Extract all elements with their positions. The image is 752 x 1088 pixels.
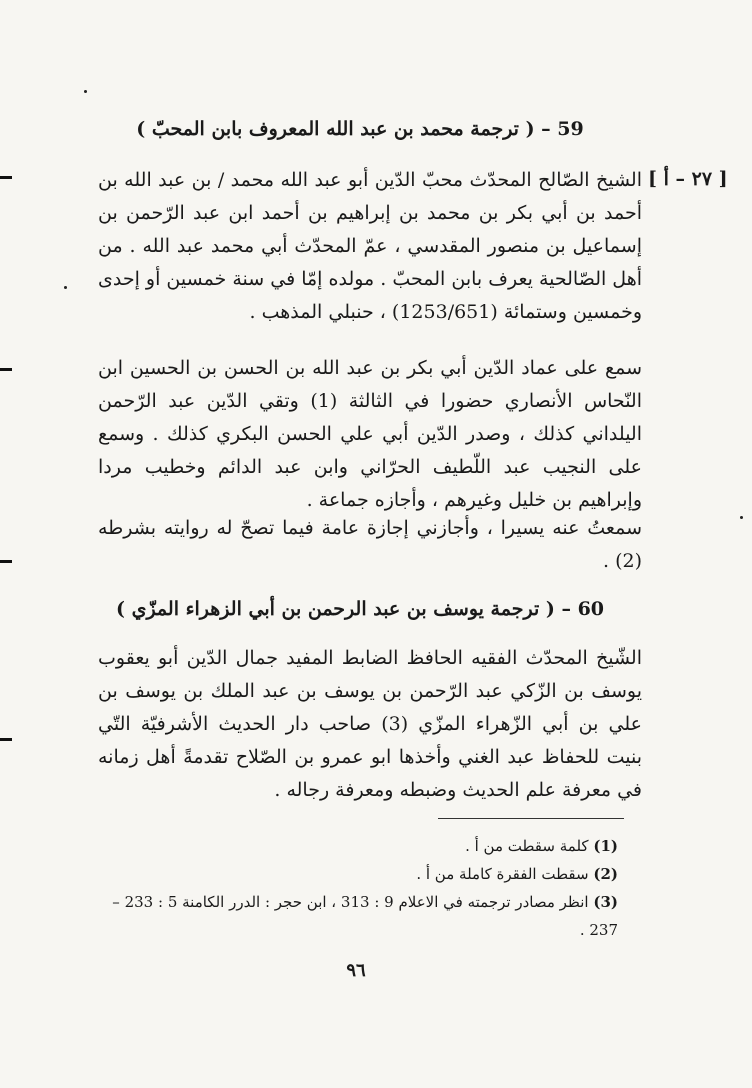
scan-dot	[64, 286, 67, 289]
footnote-number: (1)	[593, 837, 618, 855]
scan-dot	[84, 90, 87, 93]
margin-mark	[0, 738, 12, 741]
footnote-divider	[438, 818, 624, 819]
footnote-text: انظر مصادر ترجمته في الاعلام 9 : 313 ، ابن حجر : الدرر الكامنة 5 : 233 – 237 .	[112, 893, 618, 939]
footnote-item	[98, 860, 618, 888]
footnote-text: كلمة سقطت من أ .	[465, 837, 589, 855]
entry-60-heading: 60 – ( ترجمة يوسف بن عبد الرحمن بن أبي الزهراء المزّي )	[115, 598, 605, 620]
margin-mark	[0, 560, 12, 563]
entry-59-paragraph-3: سمعتُ عنه يسيرا ، وأجازني إجازة عامة فيما تصحّ له روايته بشرطه (2) .	[98, 517, 642, 572]
scan-dot	[740, 516, 743, 519]
page-number: ٩٦	[346, 960, 366, 981]
footnote-item	[98, 888, 618, 944]
footnote-item	[98, 832, 618, 860]
manuscript-folio-ref: [ ٢٧ – أ ]	[648, 168, 728, 190]
margin-mark	[0, 368, 12, 371]
entry-60-paragraph-1: الشّيخ المحدّث الفقيه الحافظ الضابط المفيد جمال الدّين أبو يعقوب يوسف بن الزّكي عبد الرّحمن بن يوسف بن عبد الملك بن يوسف بن علي بن أبي الزّهراء المزّي (3) صاحب دار الحديث الأشرفيّة التّي بنيت للحفاظ عبد الغني وأخذها ابو عمرو بن الصّلاح تقدمةً أهل زمانه في معرفة علم الحديث وضبطه ومعرفة رجاله .	[98, 647, 643, 801]
entry-59-heading: 59 – ( ترجمة محمد بن عبد الله المعروف بابن المحبّ )	[136, 118, 584, 140]
entry-59-paragraph-1: الشيخ الصّالح المحدّث محبّ الدّين أبو عبد الله محمد / بن عبد الله بن أحمد بن أبي بكر بن محمد بن إبراهيم بن أحمد ابن عبد الرّحمن بن إسماعيل بن منصور المقدسي ، عمّ المحدّث أبي محمد عبد الله . من أهل الصّالحية يعرف بابن المحبّ . مولده إمّا في سنة خمسين أو إحدى وخمسين وستمائة (1253/651) ، حنبلي المذهب .	[98, 169, 642, 323]
footnote-number: (2)	[593, 865, 618, 883]
footnotes	[98, 832, 618, 944]
footnote-text: سقطت الفقرة كاملة من أ .	[416, 865, 589, 883]
margin-mark	[0, 176, 12, 179]
entry-59-paragraph-2: سمع على عماد الدّين أبي بكر بن عبد الله بن الحسن بن الحسين ابن النّحاس الأنصاري حضورا في الثالثة (1) وتقي الدّين عبد الرّحمن اليلداني كذلك ، وصدر الدّين أبي علي الحسن البكري كذلك . وسمع على النجيب عبد اللّطيف الحرّاني وابن عبد الدائم وخطيب مردا وإبراهيم بن خليل وغيرهم ، وأجازه جماعة .	[98, 357, 642, 511]
footnote-number: (3)	[593, 893, 618, 911]
